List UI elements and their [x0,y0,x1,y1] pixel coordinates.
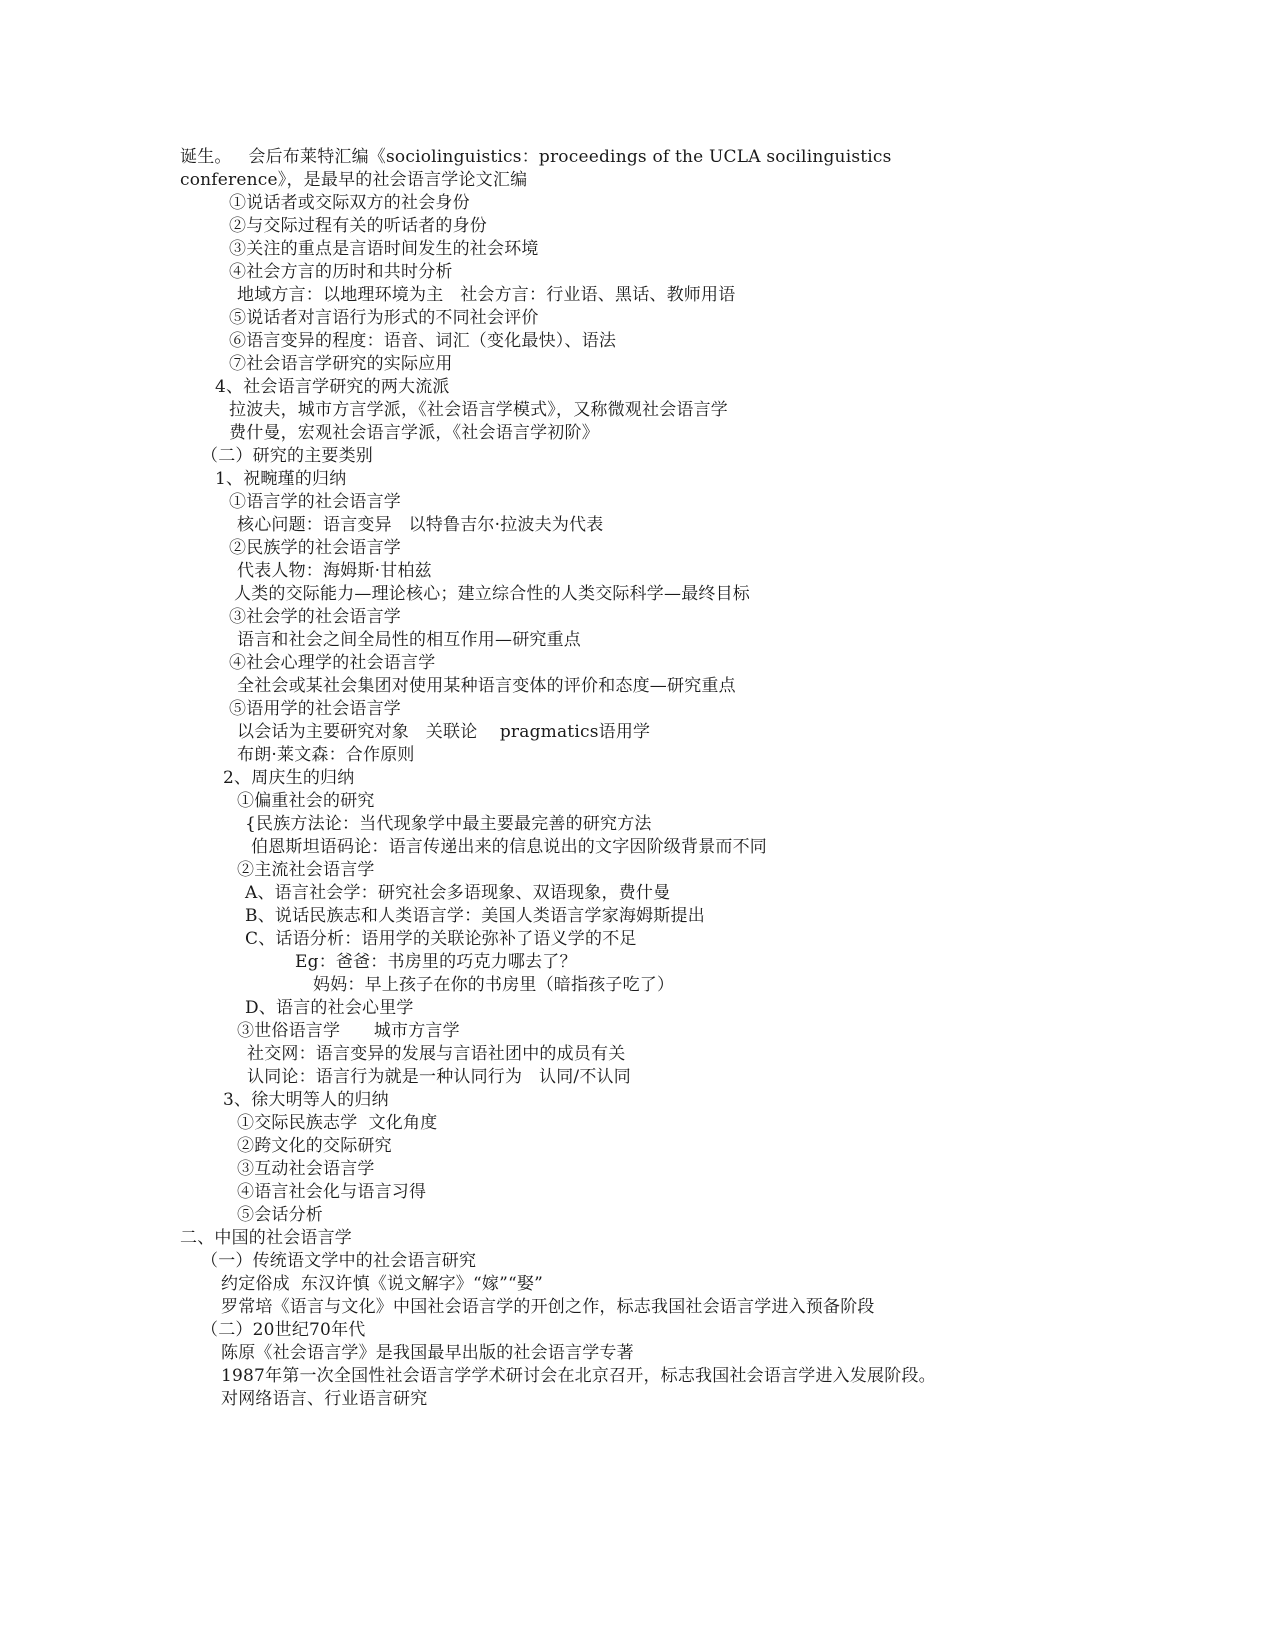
text-line: 认同论：语言行为就是一种认同行为 认同/不认同 [247,1067,631,1087]
text-line: 地域方言：以地理环境为主 社会方言：行业语、黑话、教师用语 [237,285,736,305]
text-line: 人类的交际能力—理论核心；建立综合性的人类交际科学—最终目标 [234,584,750,604]
text-line: ④语言社会化与语言习得 [237,1182,427,1202]
text-line: 以会话为主要研究对象 关联论 pragmatics语用学 [237,722,651,742]
text-line: 拉波夫，城市方言学派，《社会语言学模式》，又称微观社会语言学 [229,400,728,420]
text-line: ⑥语言变异的程度：语音、词汇（变化最快）、语法 [229,331,617,351]
text-line: 诞生。 会后布莱特汇编《sociolinguistics：proceedings of the UCLA socilinguistics [180,147,892,167]
text-line: ①语言学的社会语言学 [229,492,401,512]
text-line: ⑤会话分析 [237,1205,323,1225]
text-line: ②主流社会语言学 [237,860,375,880]
text-line: 二、中国的社会语言学 [180,1228,352,1248]
text-line: （二）20世纪70年代 [201,1320,366,1340]
text-line: ①交际民族志学 文化角度 [237,1113,438,1133]
text-line: ③互动社会语言学 [237,1159,375,1179]
text-line: ①偏重社会的研究 [237,791,375,811]
text-line: ③社会学的社会语言学 [229,607,401,627]
text-line: ⑤说话者对言语行为形式的不同社会评价 [229,308,539,328]
text-line: 代表人物：海姆斯·甘柏兹 [237,561,432,581]
text-line: ⑦社会语言学研究的实际应用 [229,354,453,374]
text-line: 2、周庆生的归纳 [223,768,355,788]
text-line: 全社会或某社会集团对使用某种语言变体的评价和态度—研究重点 [237,676,736,696]
text-line: ②民族学的社会语言学 [229,538,401,558]
text-line: Eg：爸爸：书房里的巧克力哪去了？ [295,952,577,972]
text-line: 1987年第一次全国性社会语言学学术研讨会在北京召开，标志我国社会语言学进入发展阶段。 [221,1366,936,1386]
text-line: 核心问题：语言变异 以特鲁吉尔·拉波夫为代表 [237,515,604,535]
text-line: 4、社会语言学研究的两大流派 [215,377,450,397]
text-line: 语言和社会之间全局性的相互作用—研究重点 [237,630,581,650]
text-line: {民族方法论：当代现象学中最主要最完善的研究方法 [245,814,652,834]
text-line: ③关注的重点是言语时间发生的社会环境 [229,239,539,259]
text-line: 1、祝畹瑾的归纳 [215,469,347,489]
text-line: ②与交际过程有关的听话者的身份 [229,216,487,236]
text-line: 罗常培《语言与文化》中国社会语言学的开创之作，标志我国社会语言学进入预备阶段 [221,1297,875,1317]
text-line: （一）传统语文学中的社会语言研究 [201,1251,477,1271]
text-line: （二）研究的主要类别 [201,446,373,466]
text-line: 伯恩斯坦语码论：语言传递出来的信息说出的文字因阶级背景而不同 [251,837,767,857]
text-line: 社交网：语言变异的发展与言语社团中的成员有关 [247,1044,626,1064]
text-line: C、话语分析：语用学的关联论弥补了语义学的不足 [245,929,637,949]
text-line: ②跨文化的交际研究 [237,1136,392,1156]
text-line: 布朗·莱文森：合作原则 [237,745,415,765]
text-line: A、语言社会学：研究社会多语现象、双语现象，费什曼 [245,883,671,903]
text-line: ③世俗语言学 城市方言学 [237,1021,460,1041]
text-line: 对网络语言、行业语言研究 [221,1389,428,1409]
text-line: 3、徐大明等人的归纳 [223,1090,389,1110]
text-line: 妈妈：早上孩子在你的书房里（暗指孩子吃了） [313,975,675,995]
text-line: 约定俗成 东汉许慎《说文解字》“嫁”“娶” [221,1274,543,1294]
text-line: ⑤语用学的社会语言学 [229,699,401,719]
text-line: ④社会心理学的社会语言学 [229,653,436,673]
text-line: ①说话者或交际双方的社会身份 [229,193,470,213]
text-line: 陈原《社会语言学》是我国最早出版的社会语言学专著 [221,1343,634,1363]
text-line: conference》，是最早的社会语言学论文汇编 [180,170,528,190]
text-line: B、说话民族志和人类语言学：美国人类语言学家海姆斯提出 [245,906,705,926]
text-line: D、语言的社会心里学 [245,998,414,1018]
text-line: ④社会方言的历时和共时分析 [229,262,453,282]
text-line: 费什曼，宏观社会语言学派，《社会语言学初阶》 [229,423,599,443]
